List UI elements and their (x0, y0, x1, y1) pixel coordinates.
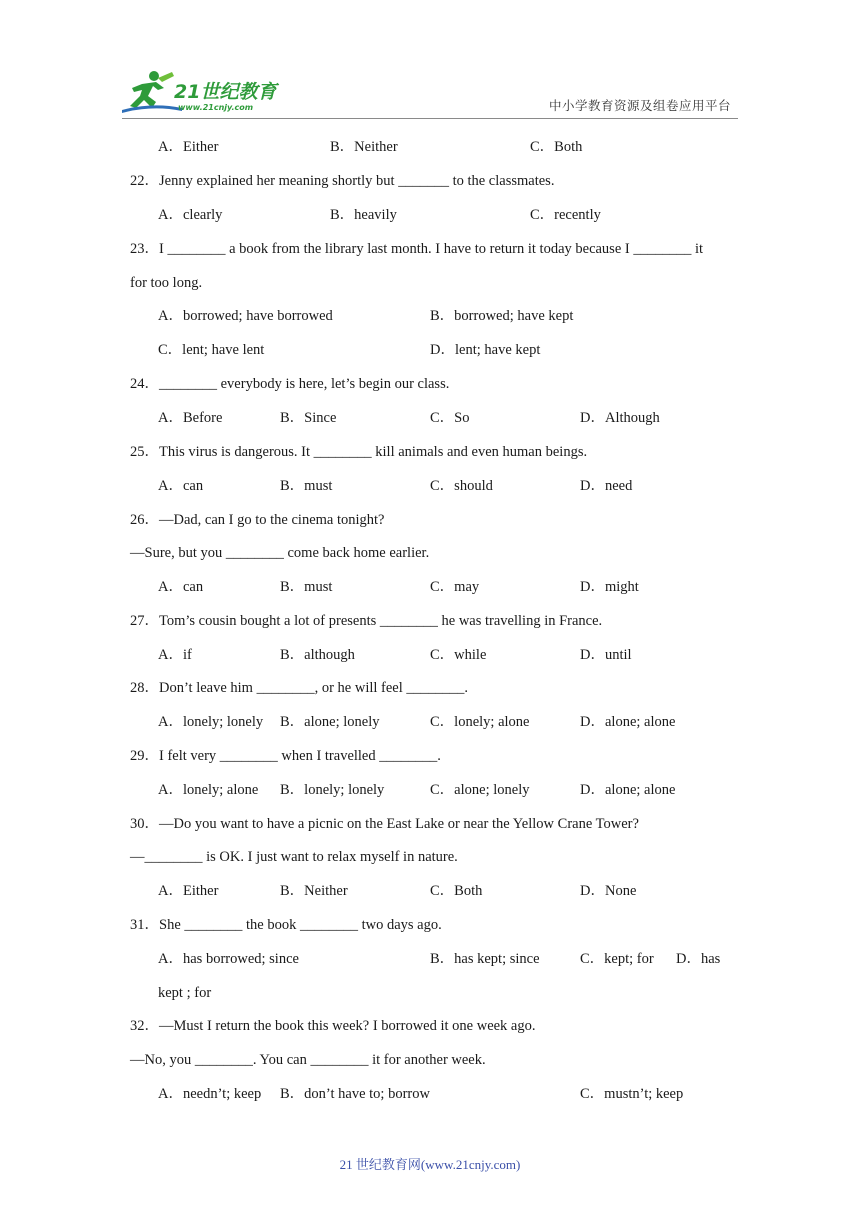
q21-option-a: A．Either (158, 139, 219, 155)
q30-option-b: B．Neither (280, 883, 348, 899)
q26-stem: 26．—Dad, can I go to the cinema tonight? (130, 512, 385, 528)
q30-stem-cont: —________ is OK. I just want to relax myself in nature. (130, 849, 458, 865)
q24-option-d: D．Although (580, 410, 660, 426)
q21-option-c: C．Both (530, 139, 583, 155)
q26-option-d: D．might (580, 579, 639, 595)
q25-stem: 25．This virus is dangerous. It ________ kill animals and even human beings. (130, 444, 588, 460)
q30-option-c: C．Both (430, 883, 483, 899)
q31-option-d: D．has (676, 951, 721, 967)
q25-option-d: D．need (580, 478, 633, 494)
q25-option-c: C．should (430, 478, 493, 494)
q22-option-a: A．clearly (158, 207, 223, 223)
logo-21cnjy (122, 68, 292, 116)
q22-stem: 22．Jenny explained her meaning shortly but _______ to the classmates. (130, 173, 555, 189)
q32-stem-cont: —No, you ________. You can ________ it for another week. (130, 1052, 486, 1068)
q30-option-a: A．Either (158, 883, 219, 899)
q28-option-a: A．lonely; lonely (158, 714, 264, 730)
q28-option-c: C．lonely; alone (430, 714, 530, 730)
q32-option-b: B．don’t have to; borrow (280, 1086, 430, 1102)
q29-stem: 29．I felt very ________ when I travelled ________. (130, 748, 441, 764)
q31-option-d-wrap: kept ; for (158, 985, 212, 1001)
page-footer: 21 世纪教育网(www.21cnjy.com) (339, 1157, 521, 1172)
q27-option-b: B．although (280, 647, 355, 663)
q23-option-a: A．borrowed; have borrowed (158, 308, 333, 324)
logo-text: 21世纪教育 (174, 81, 277, 103)
q30-stem: 30．—Do you want to have a picnic on the East Lake or near the Yellow Crane Tower? (130, 816, 639, 832)
q27-stem: 27．Tom’s cousin bought a lot of presents ________ he was travelling in France. (130, 613, 603, 629)
q29-option-d: D．alone; alone (580, 782, 676, 798)
q31-option-c: C．kept; for (580, 951, 654, 967)
q25-option-a: A．can (158, 478, 204, 494)
q30-option-d: D．None (580, 883, 637, 899)
q24-option-a: A．Before (158, 410, 223, 426)
q32-option-c: C．mustn’t; keep (580, 1086, 684, 1102)
q29-option-c: C．alone; lonely (430, 782, 530, 798)
header-divider (122, 118, 738, 119)
q28-stem: 28．Don’t leave him ________, or he will feel ________. (130, 680, 469, 696)
q31-stem: 31．She ________ the book ________ two days ago. (130, 917, 442, 933)
q32-option-a: A．needn’t; keep (158, 1086, 262, 1102)
q26-option-c: C．may (430, 579, 480, 595)
q28-option-d: D．alone; alone (580, 714, 676, 730)
q29-option-b: B．lonely; lonely (280, 782, 385, 798)
q32-stem: 32．—Must I return the book this week? I borrowed it one week ago. (130, 1018, 536, 1034)
q25-option-b: B．must (280, 478, 333, 494)
page-header (0, 0, 860, 120)
q26-option-b: B．must (280, 579, 333, 595)
q24-option-b: B．Since (280, 410, 337, 426)
q22-option-b: B．heavily (330, 207, 397, 223)
q29-option-a: A．lonely; alone (158, 782, 259, 798)
q27-option-d: D．until (580, 647, 632, 663)
q23-stem: 23．I ________ a book from the library last month. I have to return it today because I ________ it (130, 241, 704, 257)
logo-url: www.21cnjy.com (178, 103, 254, 112)
q21-option-b: B．Neither (330, 139, 398, 155)
q28-option-b: B．alone; lonely (280, 714, 380, 730)
q22-option-c: C．recently (530, 207, 601, 223)
q23-stem-cont: for too long. (130, 275, 203, 291)
q27-option-c: C．while (430, 647, 487, 663)
platform-label: 中小学教育资源及组卷应用平台 (549, 98, 732, 113)
q24-option-c: C．So (430, 410, 470, 426)
q31-option-b: B．has kept; since (430, 951, 540, 967)
q26-option-a: A．can (158, 579, 204, 595)
q24-stem: 24．________ everybody is here, let’s begin our class. (130, 376, 450, 392)
q23-option-d: D．lent; have kept (430, 342, 541, 358)
q27-option-a: A．if (158, 647, 192, 663)
q23-option-b: B．borrowed; have kept (430, 308, 574, 324)
q26-stem-cont: —Sure, but you ________ come back home earlier. (130, 545, 430, 561)
q23-option-c: C．lent; have lent (158, 342, 265, 358)
q31-option-a: A．has borrowed; since (158, 951, 299, 967)
